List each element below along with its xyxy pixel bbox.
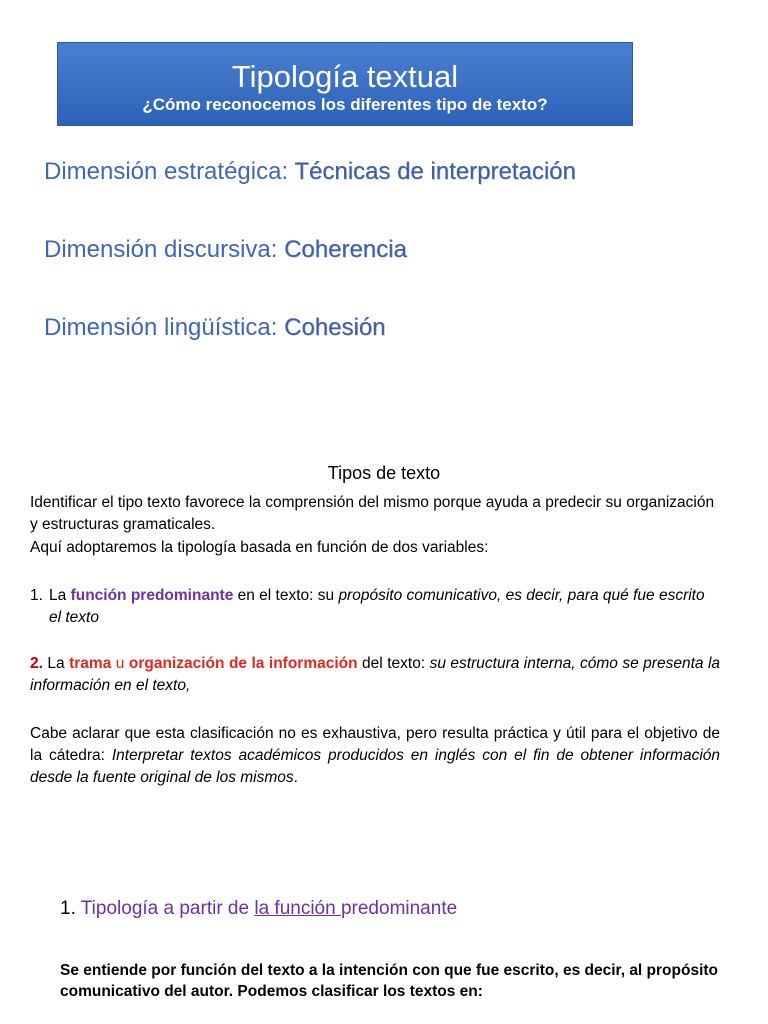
dimension-value: Coherencia [284,236,407,263]
dimension-strategic [44,158,576,186]
list-item-organization [30,653,720,697]
section-title: Tipos de texto [327,463,441,483]
intro-variables-line: Aquí adoptaremos la tipología basada en función de dos variables: [30,539,489,556]
note-text: Cabe aclarar que esta clasificación no es exhaustiva, pero resulta práctica y útil para el objetivo de la cátedra: [30,725,720,764]
subsection-text: Tipología a partir de [80,898,255,919]
title-banner [57,42,633,126]
highlight-trama: trama [69,655,112,672]
highlight-function: función predominante [70,587,234,604]
dimension-linguistic [44,314,386,342]
dimension-value: Cohesión [284,314,386,341]
highlight-organization: organización de la información [128,655,358,672]
note-end: . [293,769,298,786]
dimension-discursive [44,236,407,264]
dimension-label: Dimensión discursiva: [44,236,285,263]
list-number: 2. [30,655,43,672]
closing-paragraph: Se entiende por función del texto a la intención con que fue escrito, es decir, al propósito comunicativo del autor. Podemos clasificar los textos en: [60,962,719,1000]
dimension-label: Dimensión estratégica: [44,158,295,185]
item-text: La [42,655,70,672]
intro-paragraph: Identificar el tipo texto favorece la comprensión del mismo porque ayuda a predecir su organización y estructuras gramaticales. [30,494,715,533]
list-item-function [30,585,720,629]
item-italic: propósito comunicativo, es decir, para qué fue escrito el texto [49,587,705,626]
item-text: La [49,587,71,604]
subsection-underlined: la función [254,898,341,919]
note-italic: Interpretar textos académicos producidos en inglés con el fin de obtener información desde la fuente original de los mismos [30,747,721,786]
item-text: del texto: [357,655,430,672]
item-italic: su estructura interna, cómo se presenta la información en el texto, [30,655,721,694]
note-paragraph [30,723,720,789]
subsection-text: predominante [340,898,458,919]
item-text: u [111,655,129,672]
page-subtitle: ¿Cómo reconocemos los diferentes tipo de texto? [142,95,548,114]
list-number: 1. [30,587,43,604]
item-text: en el texto: su [233,587,339,604]
subsection-heading [60,898,457,920]
page-title: Tipología textual [231,59,459,94]
dimension-value: Técnicas de interpretación [294,158,576,185]
dimension-label: Dimensión lingüística: [44,314,285,341]
subsection-number: 1. [60,898,81,919]
